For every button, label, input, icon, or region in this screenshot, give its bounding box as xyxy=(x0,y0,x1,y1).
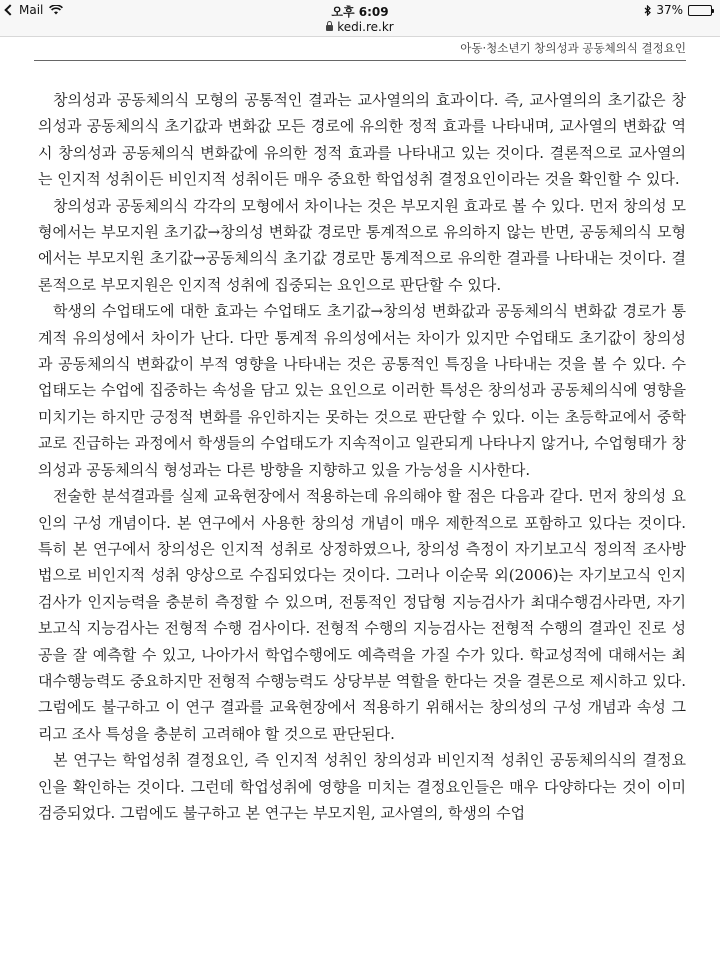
paragraph: 창의성과 공동체의식 각각의 모형에서 차이나는 것은 부모지원 효과로 볼 수 있다. 먼저 창의성 모형에서는 부모지원 초기값→창의성 변화값 경로만 통계적으로 유의하지 않는 반면, 공동체의식 모형에서는 부모지원 초기값→공동체의식 초기값 경로만 통계적으로 유의한 결과를 나타내는 것이다. 결론적으로 부모지원은 인지적 성취에 집중되는 요인으로 판단할 수 있다. xyxy=(38,196,686,294)
back-app-label: Mail xyxy=(19,3,44,17)
battery-percent: 37% xyxy=(656,3,683,17)
status-bar xyxy=(0,0,720,20)
running-header: 아동·청소년기 창의성과 공동체의식 결정요인 xyxy=(34,38,686,61)
address-bar[interactable] xyxy=(0,20,720,37)
status-right xyxy=(644,3,712,17)
paragraph: 학생의 수업태도에 대한 효과는 수업태도 초기값→창의성 변화값과 공동체의식 변화값 경로가 통계적 유의성에서 차이가 난다. 다만 통계적 유의성에서는 차이가 있지만 수업태도 초기값이 창의성과 공동체의식 변화값이 부적 영향을 나타내는 것은 공통적인 특징을 나타내는 것을 볼 수 있다. 수업태도는 수업에 집중하는 속성을 담고 있는 요인으로 이러한 특성은 창의성과 공동체의식에 영향을 미치기는 하지만 긍정적 변화를 유인하지는 못하는 것으로 판단할 수 있다. 이는 초등학교에서 중학교로 진급하는 과정에서 학생들의 수업태도가 지속적이고 일관되게 나타나지 않거나, 수업형태가 창의성과 공동체의식 형성과는 다른 방향을 지향하고 있을 가능성을 시사한다. xyxy=(38,302,686,479)
lock-icon xyxy=(326,25,333,31)
paragraph: 창의성과 공동체의식 모형의 공통적인 결과는 교사열의의 효과이다. 즉, 교사열의의 초기값은 창의성과 공동체의식 초기값과 변화값 모든 경로에 유의한 정적 효과를 나타내며, 교사열의 변화값 역시 창의성과 공동체의식 변화값에 유의한 정적 효과를 나타내고 있는 것이다. 결론적으로 교사열의는 인지적 성취이든 비인지적 성취이든 매우 중요한 학업성취 결정요인이라는 것을 확인할 수 있다. xyxy=(38,91,686,189)
battery-icon xyxy=(688,5,712,16)
paragraph: 본 연구는 학업성취 결정요인, 즉 인지적 성취인 창의성과 비인지적 성취인 공동체의식의 결정요인을 확인하는 것이다. 그런데 학업성취에 영향을 미치는 결정요인들은 매우 다양하다는 것이 이미 검증되었다. 그럼에도 불구하고 본 연구는 부모지원, 교사열의, 학생의 수업 xyxy=(38,751,686,822)
bluetooth-icon xyxy=(644,5,651,16)
url-domain: kedi.re.kr xyxy=(337,20,394,34)
document-body xyxy=(38,87,686,826)
paragraph: 전술한 분석결과를 실제 교육현장에서 적용하는데 유의해야 할 점은 다음과 같다. 먼저 창의성 요인의 구성 개념이다. 본 연구에서 사용한 창의성 개념이 매우 제한적으로 포함하고 있다는 것이다. 특히 본 연구에서 창의성은 인지적 성취로 상정하였으나, 창의성 측정이 자기보고식 정의적 조사방법으로 비인지적 성취 양상으로 수집되었다는 것이다. 그러나 이순묵 외(2006)는 자기보고식 인지검사가 인지능력을 충분히 측정할 수 있으며, 전통적인 정답형 지능검사가 최대수행검사라면, 자기보고식 지능검사는 전형적 수행 검사이다. 전형적 수행의 지능검사는 전형적 수행의 결과인 진로 성공을 잘 예측할 수 있고, 나아가서 학업수행에도 예측력을 가질 수가 있다. 학교성적에 대해서는 최대수행능력도 중요하지만 전형적 수행능력도 상당부분 역할을 한다는 것을 결론으로 제시하고 있다. 그럼에도 불구하고 이 연구 결과를 교육현장에서 적용하기 위해서는 창의성의 구성 개념과 속성 그리고 조사 특성을 충분히 고려해야 할 것으로 판단된다. xyxy=(38,487,686,743)
status-time: 오후 6:09 xyxy=(331,5,389,19)
